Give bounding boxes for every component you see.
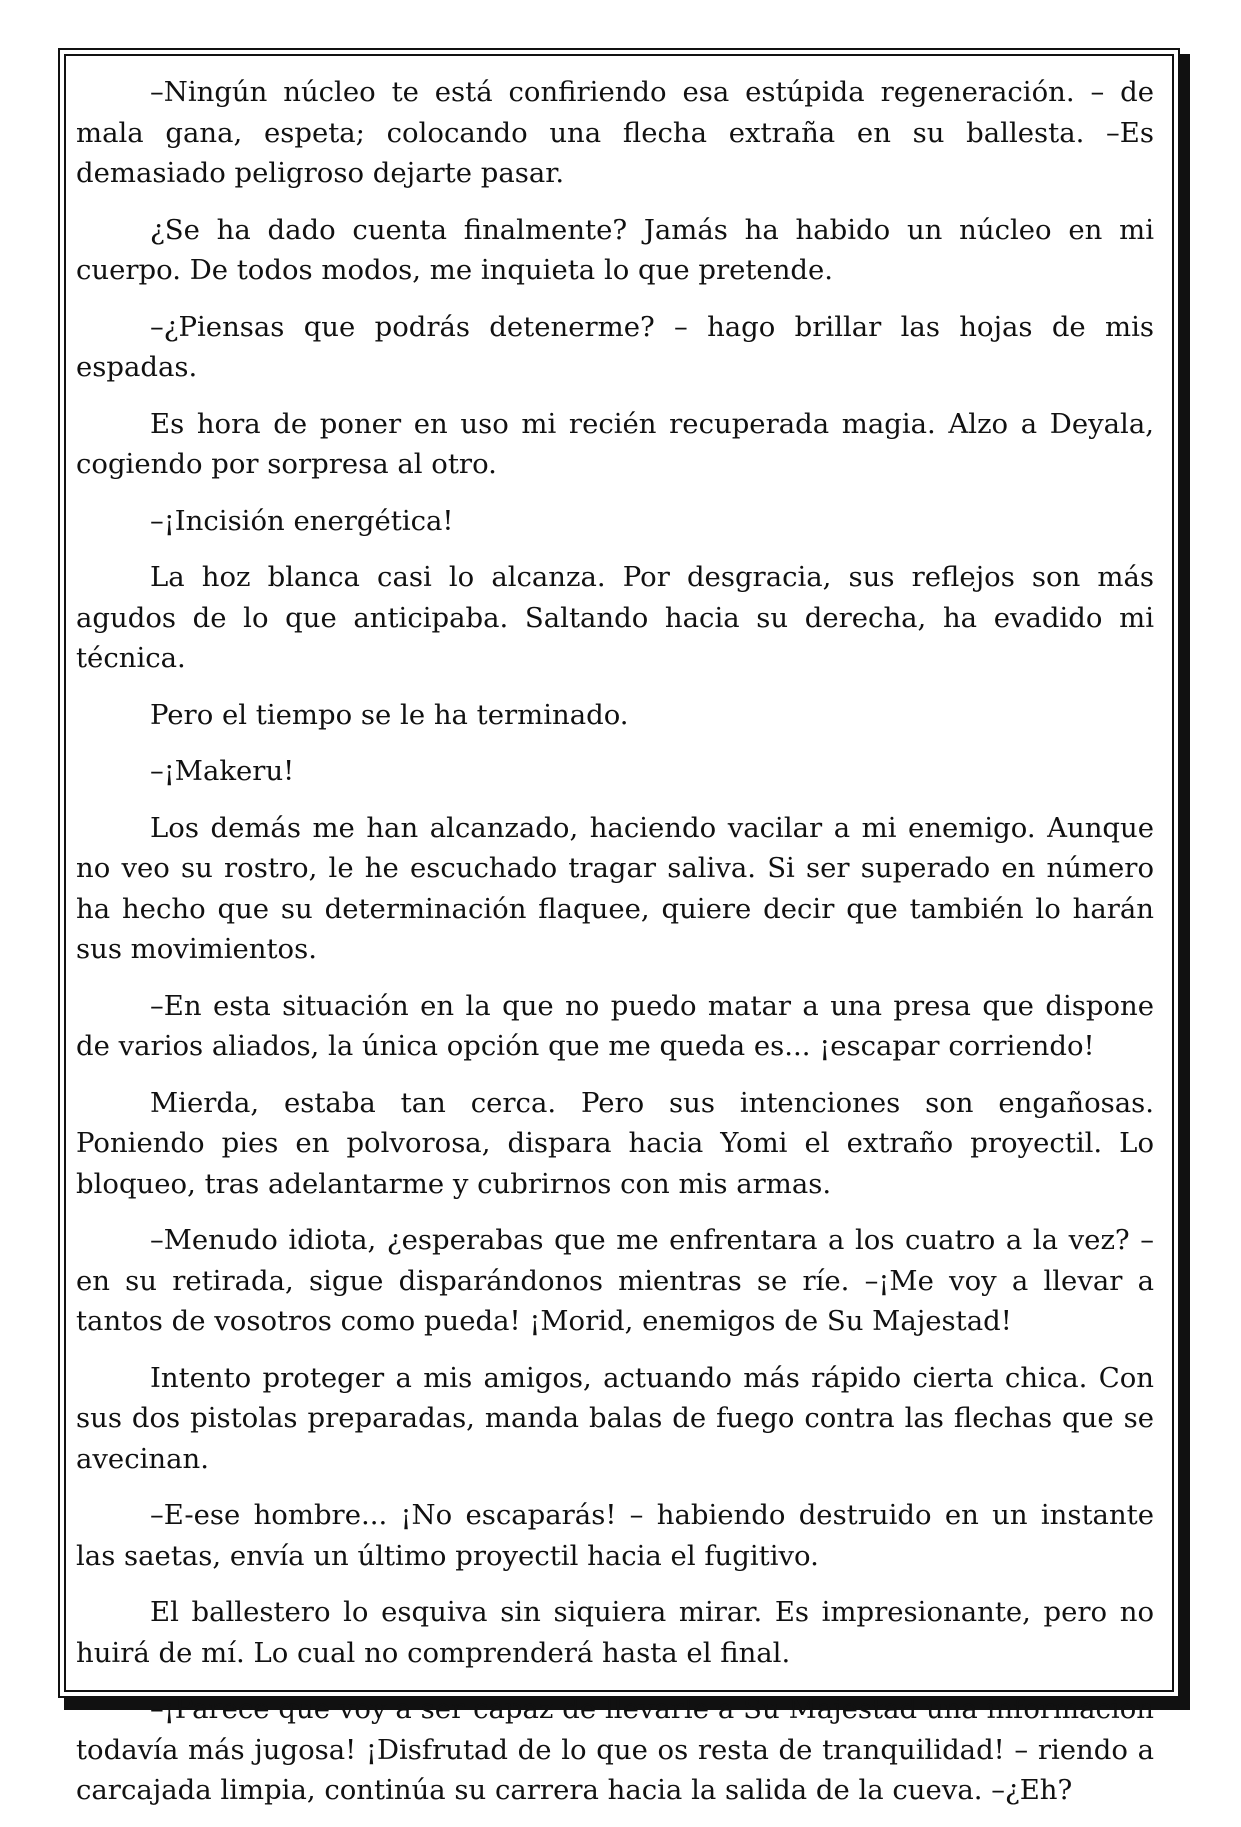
paragraph: –¡Parece que voy a ser capaz de llevarle a Su Majestad una información todavía más jugosa! ¡Disfrutad de lo que os resta de tranquilidad! – riendo a carcajada limpia, continúa su carrera hacia la salida de la cueva. –¿Eh? [76,1693,1154,1806]
paragraph: ¿Se ha dado cuenta finalmente? Jamás ha habido un núcleo en mi cuerpo. De todos modos, me inquieta lo que pretende. [76,213,1154,286]
page-frame [58,48,1180,1806]
paragraph: –¿Piensas que podrás detenerme? – hago brillar las hojas de mis espadas. [76,310,1154,383]
paragraph: –¡Makeru! [150,755,295,787]
paragraph: –En esta situación en la que no puedo matar a una presa que dispone de varios aliados, la única opción que me queda es... ¡escapar corriendo! [76,989,1154,1062]
paragraph: –Ningún núcleo te está confiriendo esa estúpida regeneración. – de mala gana, espeta; colocando una flecha extraña en su ballesta. –Es demasiado peligroso dejarte pasar. [76,76,1154,189]
paragraph: El ballestero lo esquiva sin siquiera mirar. Es impresionante, pero no huirá de mí. Lo cual no comprenderá hasta el final. [76,1596,1154,1669]
paragraph: Pero el tiempo se le ha terminado. [150,698,629,731]
paragraph: Es hora de poner en uso mi recién recuperada magia. Alzo a Deyala, cogiendo por sorpresa al otro. [76,407,1154,480]
paragraph: La hoz blanca casi lo alcanza. Por desgracia, sus reflejos son más agudos de lo que anticipaba. Saltando hacia su derecha, ha evadido mi técnica. [76,561,1154,674]
paragraph: Los demás me han alcanzado, haciendo vacilar a mi enemigo. Aunque no veo su rostro, le he escuchado tragar saliva. Si ser superado en número ha hecho que su determinación flaquee, quiere decir que también lo harán sus movimientos. [76,811,1154,965]
paragraph: Mierda, estaba tan cerca. Pero sus intenciones son engañosas. Poniendo pies en polvorosa, dispara hacia Yomi el extraño proyectil. Lo bloqueo, tras adelantarme y cubrirnos con mis armas. [76,1086,1154,1200]
paragraph: –E-ese hombre... ¡No escaparás! – habiendo destruido en un instante las saetas, envía un último proyectil hacia el fugitivo. [76,1499,1154,1572]
paragraph: –¡Incisión energética! [150,504,454,537]
paragraph: –Menudo idiota, ¿esperabas que me enfrentara a los cuatro a la vez? – en su retirada, sigue disparándonos mientras se ríe. –¡Me voy a llevar a tantos de vosotros como pueda! ¡Morid, enemigos de Su Majestad! [76,1224,1154,1337]
document-body [76,72,1154,1827]
paragraph: Intento proteger a mis amigos, actuando más rápido cierta chica. Con sus dos pistolas preparadas, manda balas de fuego contra las flechas que se avecinan. [76,1361,1154,1475]
